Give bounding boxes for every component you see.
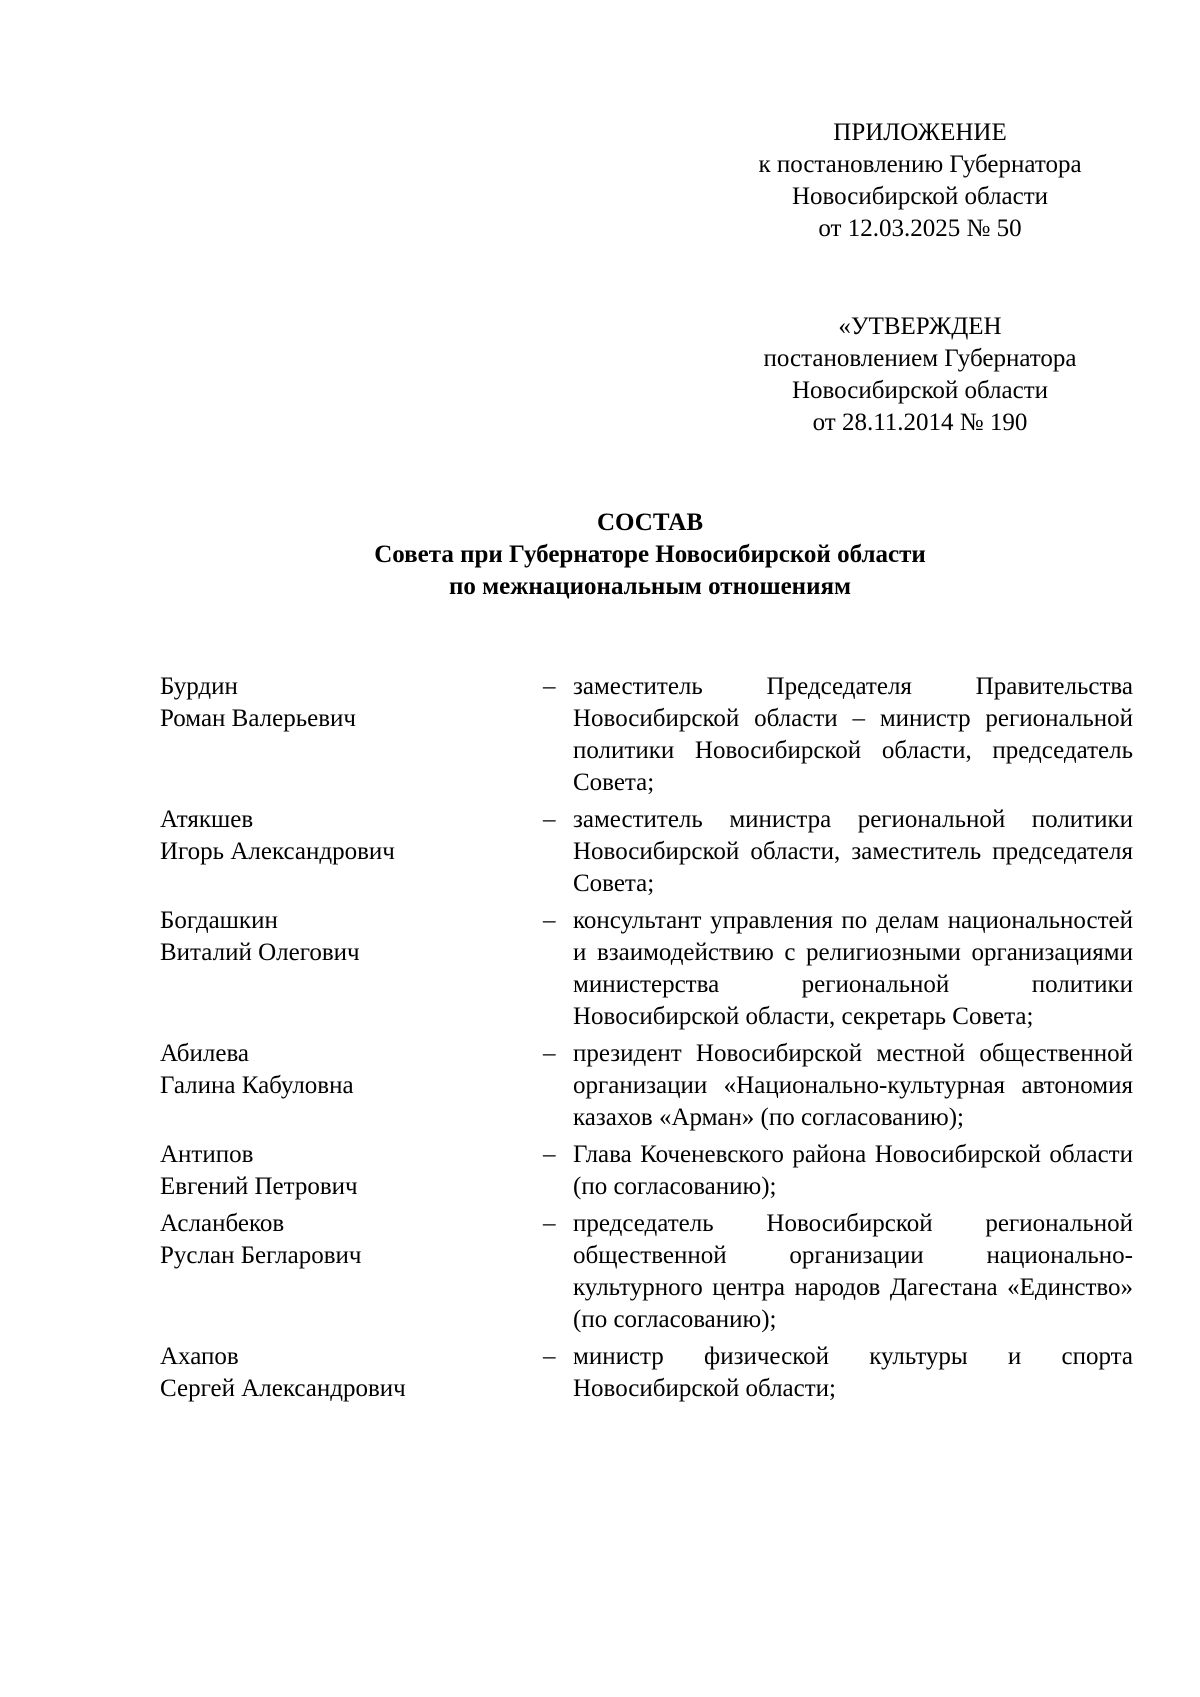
member-role: консультант управления по делам национальностей и взаимодействию с религиозными организациями министерства региональной политики Новосибирской области, секретарь Совета; — [573, 907, 1133, 1030]
member-given-name: Евгений Петрович — [160, 1173, 358, 1200]
member-dash: – — [543, 1210, 556, 1237]
member-row — [160, 905, 1133, 1033]
approved-reference: постановлением Губернатора — [763, 345, 1077, 372]
member-dash: – — [543, 673, 556, 700]
member-given-name: Руслан Бегларович — [160, 1242, 362, 1269]
member-given-name: Галина Кабуловна — [160, 1072, 354, 1099]
member-row — [160, 1038, 1133, 1134]
appendix-date-number: от 12.03.2025 № 50 — [818, 215, 1022, 242]
member-row — [160, 671, 1133, 799]
member-name — [160, 671, 543, 799]
appendix-header — [740, 117, 1100, 245]
member-dash: – — [543, 1040, 556, 1067]
member-row — [160, 804, 1133, 900]
member-dash: – — [543, 806, 556, 833]
appendix-region: Новосибирской области — [791, 183, 1049, 210]
document-title — [160, 507, 1140, 603]
member-surname: Антипов — [160, 1141, 254, 1168]
member-given-name: Сергей Александрович — [160, 1375, 406, 1402]
member-dash: – — [543, 907, 556, 934]
approval-stamp-text — [740, 311, 1100, 439]
title-heading: СОСТАВ — [596, 509, 704, 536]
member-role: заместитель Председателя Правительства Новосибирской области – министр региональной политики Новосибирской области, председатель Совета; — [573, 673, 1133, 796]
member-name — [160, 1038, 543, 1134]
member-role: президент Новосибирской местной общественной организации «Национально-культурная автономия казахов «Арман» (по согласованию); — [573, 1040, 1133, 1131]
member-name — [160, 1341, 543, 1405]
member-surname: Богдашкин — [160, 907, 278, 934]
title-subject: по межнациональным отношениям — [448, 573, 852, 600]
member-list — [160, 671, 1133, 1410]
member-role: Глава Коченевского района Новосибирской области (по согласованию); — [573, 1141, 1133, 1200]
approved-region: Новосибирской области — [791, 377, 1049, 404]
member-surname: Асланбеков — [160, 1210, 285, 1237]
appendix-reference: к постановлению Губернатора — [758, 151, 1082, 178]
member-surname: Бурдин — [160, 673, 238, 700]
appendix-label: ПРИЛОЖЕНИЕ — [833, 119, 1007, 146]
member-role: председатель Новосибирской региональной общественной организации национально-культурного центра народов Дагестана «Единство» (по согласованию); — [573, 1210, 1133, 1333]
member-surname: Абилева — [160, 1040, 250, 1067]
member-given-name: Виталий Олегович — [160, 939, 360, 966]
member-name — [160, 804, 543, 900]
approved-label: «УТВЕРЖДЕН — [838, 313, 1002, 340]
member-dash: – — [543, 1343, 556, 1370]
approved-date-number: от 28.11.2014 № 190 — [812, 409, 1028, 436]
member-row — [160, 1341, 1133, 1405]
member-role: заместитель министра региональной политики Новосибирской области, заместитель председателя Совета; — [573, 806, 1133, 897]
member-role: министр физической культуры и спорта Новосибирской области; — [573, 1343, 1133, 1402]
member-given-name: Роман Валерьевич — [160, 705, 356, 732]
member-name — [160, 905, 543, 1033]
member-surname: Атякшев — [160, 806, 254, 833]
member-given-name: Игорь Александрович — [160, 838, 395, 865]
member-name — [160, 1139, 543, 1203]
member-name — [160, 1208, 543, 1336]
member-row — [160, 1208, 1133, 1336]
member-row — [160, 1139, 1133, 1203]
member-surname: Ахапов — [160, 1343, 239, 1370]
title-council: Совета при Губернаторе Новосибирской области — [374, 541, 926, 568]
member-dash: – — [543, 1141, 556, 1168]
